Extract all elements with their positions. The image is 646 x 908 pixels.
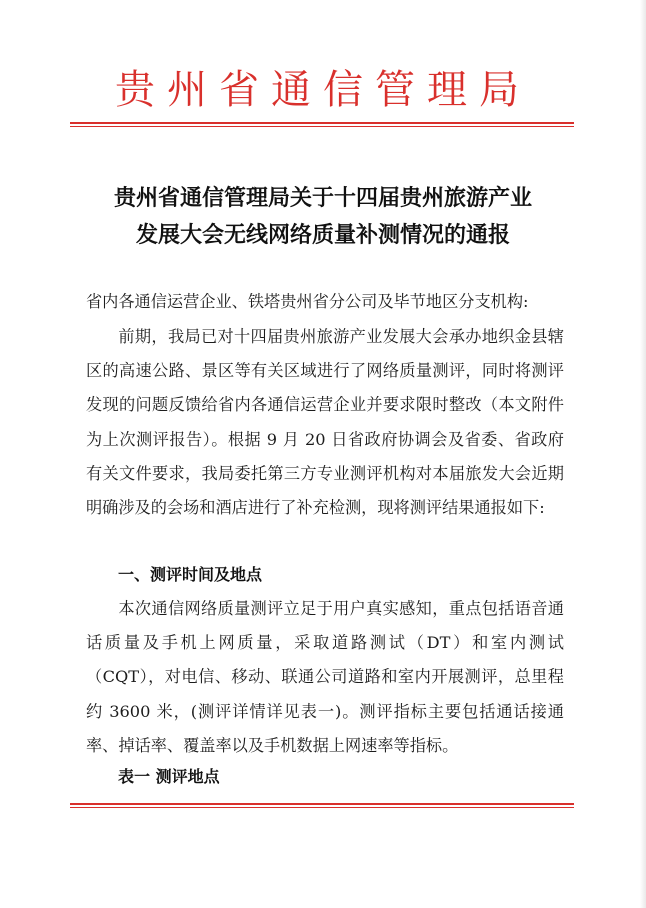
section-heading-time-location: 一、测评时间及地点 — [118, 565, 263, 584]
document-title-line-1: 贵州省通信管理局关于十四届贵州旅游产业 — [113, 186, 532, 211]
salutation: 省内各通信运营企业、铁塔贵州省分公司及毕节地区分支机构: — [86, 292, 529, 311]
letterhead-red-rule — [70, 122, 574, 124]
letterhead-organization: 贵州省通信管理局 — [115, 67, 531, 113]
footer-red-rule-thin — [70, 807, 574, 808]
letterhead-red-rule-thin — [70, 126, 574, 127]
table-caption: 表一 测评地点 — [118, 767, 220, 786]
paragraph-background: 前期，我局已对十四届贵州旅游产业发展大会承办地织金县辖区的高速公路、景区等有关区域进行了网络质量测评，同时将测评发现的问题反馈给省内各通信运营企业并要求限时整改（本文附件为上次测评报告）。根据 9 月 20 日省政府协调会及省委、省政府有关文件要求，我局委托第三方专业测评机构对本届旅发大会近期明确涉及的会场和酒店进行了补充检测，现将测评结果通报如下: — [86, 327, 564, 518]
page-edge-shadow — [640, 0, 646, 908]
paragraph-test-scope: 本次通信网络质量测评立足于用户真实感知，重点包括语音通话质量及手机上网质量，采取道路测试（DT）和室内测试（CQT），对电信、移动、联通公司道路和室内开展测评，总里程约 3600 米，(测评详情详见表一)。测评指标主要包括通话接通率、掉话率、覆盖率以及手机数据上网速率等指标。 — [86, 599, 564, 755]
document-title-line-2: 发展大会无线网络质量补测情况的通报 — [135, 223, 510, 248]
document-title — [60, 180, 586, 254]
footer-red-rule — [70, 803, 574, 805]
